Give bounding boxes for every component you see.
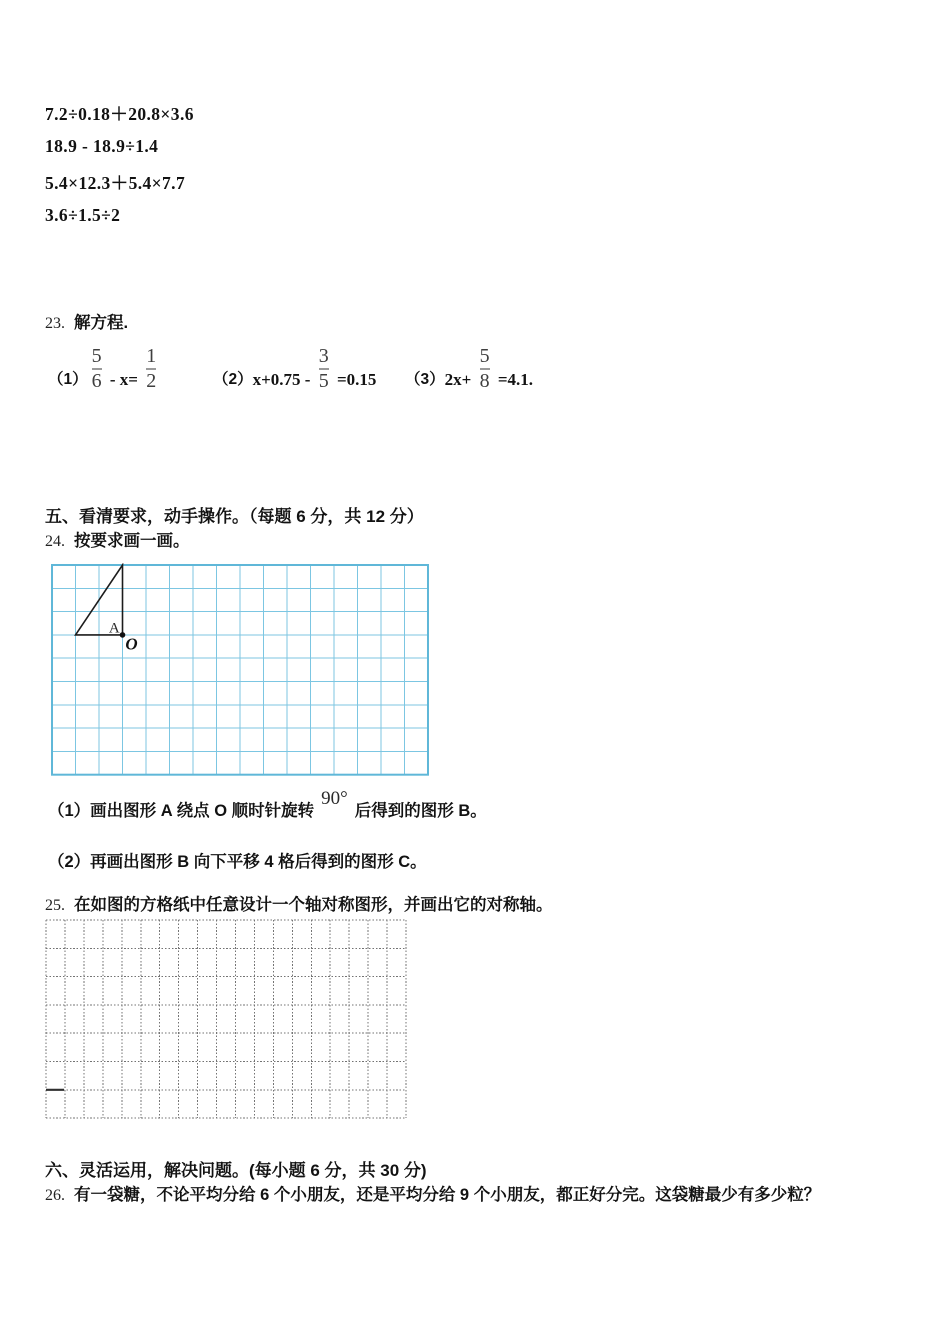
- point-label-o: O: [125, 634, 138, 654]
- question-title: 按要求画一画。: [74, 532, 190, 550]
- question-23-heading: [45, 309, 128, 333]
- equation-text: =4.1.: [493, 369, 533, 389]
- sub1-suffix: 后得到的图形 B。: [354, 802, 487, 820]
- equation-label: （3）: [405, 370, 445, 388]
- equation-text: - x=: [105, 369, 143, 389]
- question-text: 在如图的方格纸中任意设计一个轴对称图形，并画出它的对称轴。: [74, 896, 553, 914]
- fraction-denominator: 8: [479, 369, 490, 392]
- calc-expression: 3.6÷1.5÷2: [45, 204, 121, 225]
- grid-lines: [52, 565, 428, 775]
- symmetry-grid: [44, 918, 408, 1120]
- question-25-heading: [45, 891, 553, 915]
- question-24-sub2: [48, 851, 427, 873]
- sub2-text: （2）再画出图形 B 向下平移 4 格后得到的图形 C。: [48, 853, 427, 871]
- question-24-heading: [45, 527, 190, 551]
- section-5-header: 五、看清要求，动手操作。（每题 6 分，共 12 分）: [45, 507, 424, 526]
- fraction-numerator: 5: [91, 345, 102, 367]
- equation-label: （1）: [48, 370, 88, 388]
- equation-text: =0.15: [332, 369, 377, 389]
- rotation-grid: [50, 563, 430, 777]
- calc-expression: 7.2÷0.18＋20.8×3.6: [45, 104, 194, 124]
- sub1-prefix: （1）画出图形 A 绕点 O 顺时针旋转: [48, 802, 315, 820]
- fraction-numerator: 5: [479, 345, 490, 367]
- question-number: 25.: [45, 897, 65, 914]
- equation-text: 2x+: [444, 369, 476, 389]
- calc-expression: 18.9 - 18.9÷1.4: [45, 135, 159, 156]
- fraction: [480, 346, 490, 391]
- fraction: [146, 346, 156, 391]
- equation-text: x+0.75 -: [252, 369, 315, 389]
- question-number: 23.: [45, 315, 65, 332]
- fraction-denominator: 5: [318, 369, 329, 392]
- grid-lines: [46, 920, 406, 1118]
- rotation-angle: 90°: [321, 788, 348, 810]
- question-text: 有一袋糖，不论平均分给 6 个小朋友，还是平均分给 9 个小朋友，都正好分完。这袋糖最少有多少粒？: [74, 1186, 821, 1204]
- point-label-a: A: [108, 620, 120, 637]
- equation-part: [213, 346, 376, 391]
- fraction-numerator: 1: [146, 345, 157, 367]
- fraction-denominator: 6: [91, 369, 102, 392]
- fraction: [92, 346, 102, 391]
- question-24-sub1: [48, 788, 487, 822]
- question-number: 26.: [45, 1187, 65, 1204]
- question-26-heading: [45, 1181, 820, 1205]
- fraction-denominator: 2: [146, 369, 157, 392]
- question-number: 24.: [45, 533, 65, 550]
- fraction-numerator: 3: [318, 345, 329, 367]
- calc-expression: 5.4×12.3＋5.4×7.7: [45, 173, 186, 194]
- equation-part: [48, 346, 160, 391]
- fraction: [319, 346, 329, 391]
- equation-part: [405, 346, 533, 391]
- question-title: 解方程.: [74, 314, 129, 332]
- equation-label: （2）: [213, 370, 253, 388]
- section-6-header: 六、灵活运用，解决问题。(每小题 6 分，共 30 分): [45, 1161, 427, 1180]
